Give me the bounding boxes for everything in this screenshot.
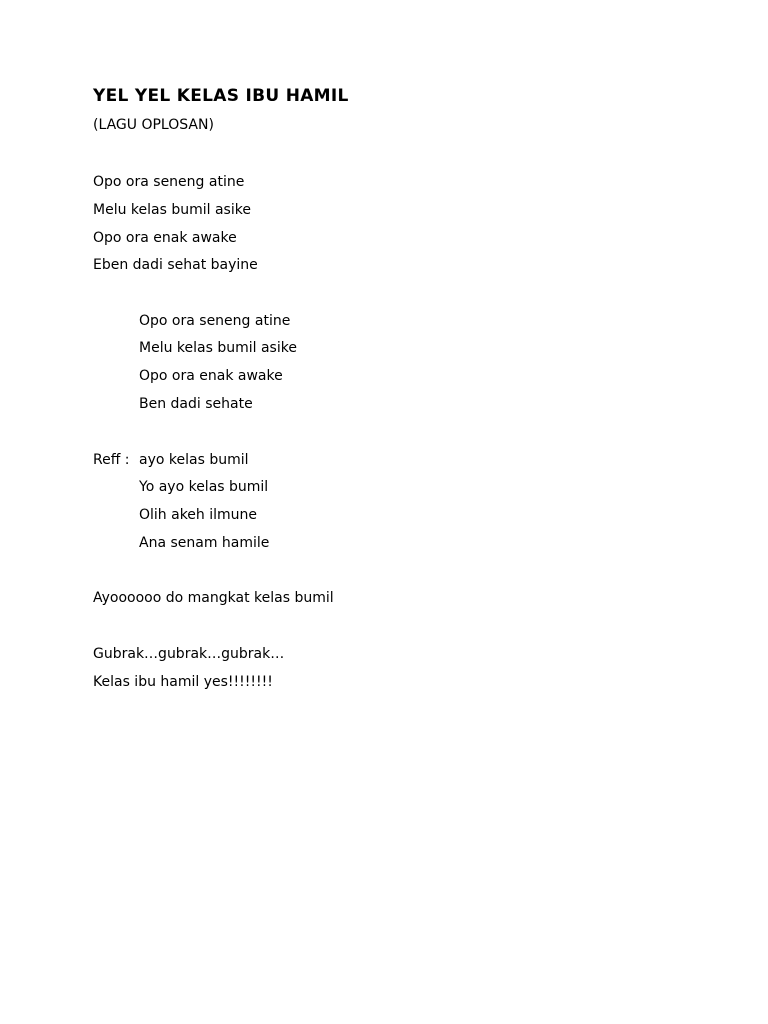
verse2-line: Ben dadi sehate [139, 396, 253, 412]
verse1-line: Opo ora seneng atine [93, 174, 245, 190]
verse2-line: Opo ora enak awake [139, 368, 283, 384]
reff-line: Olih akeh ilmune [139, 507, 258, 523]
reff-label: Reff : [93, 452, 130, 468]
reff-line: ayo kelas bumil [139, 452, 249, 468]
document-title: YEL YEL KELAS IBU HAMIL [93, 86, 349, 106]
verse1-line: Melu kelas bumil asike [93, 202, 251, 218]
verse2-line: Melu kelas bumil asike [139, 340, 297, 356]
reff-line: Ana senam hamile [139, 535, 270, 551]
reff-line: Yo ayo kelas bumil [139, 479, 269, 495]
call-line: Ayoooooo do mangkat kelas bumil [93, 590, 334, 606]
closing-line: Kelas ibu hamil yes!!!!!!!! [93, 674, 273, 690]
verse1-line: Opo ora enak awake [93, 230, 237, 246]
document-subtitle: (LAGU OPLOSAN) [93, 117, 214, 133]
verse1-line: Eben dadi sehat bayine [93, 257, 258, 273]
verse2-line: Opo ora seneng atine [139, 313, 291, 329]
closing-line: Gubrak…gubrak…gubrak… [93, 646, 285, 662]
